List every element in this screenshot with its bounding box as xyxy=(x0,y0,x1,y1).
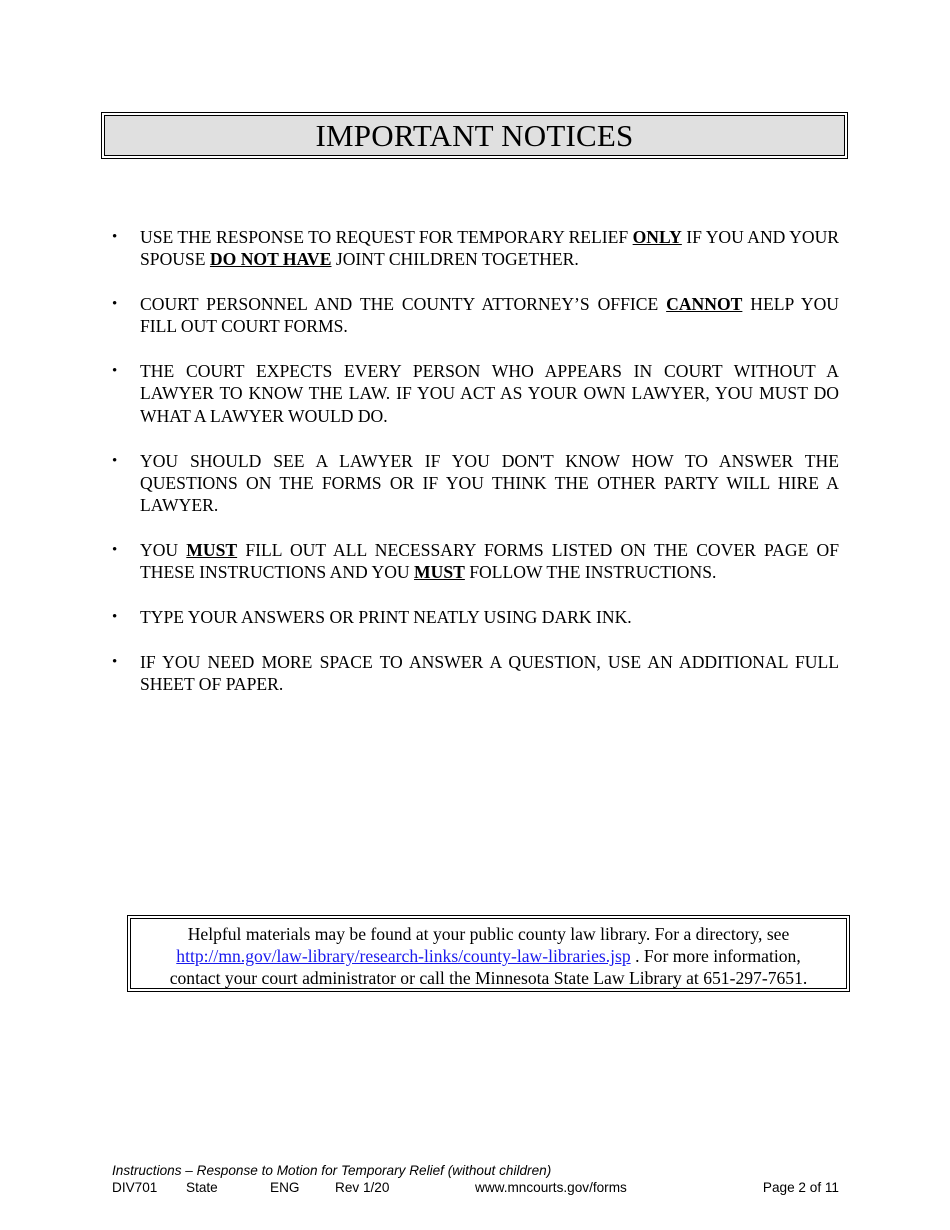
notice-see-a-lawyer: • YOU SHOULD SEE A LAWYER IF YOU DON'T KNOW HOW TO ANSWER THE QUESTIONS ON THE FORMS OR IF YOU THINK THE OTHER PARTY WILL HIRE A LAWYER. xyxy=(112,450,839,516)
help-box xyxy=(127,915,850,992)
emphasis-only: ONLY xyxy=(632,227,682,247)
notice-only-no-joint-children: • USE THE RESPONSE TO REQUEST FOR TEMPORARY RELIEF ONLY IF YOU AND YOUR SPOUSE DO NOT HAVE JOINT CHILDREN TOGETHER. xyxy=(112,227,840,270)
bullet-icon: • xyxy=(112,452,118,469)
notice-know-the-law: • THE COURT EXPECTS EVERY PERSON WHO APPEARS IN COURT WITHOUT A LAWYER TO KNOW THE LAW. IF YOU ACT AS YOUR OWN LAWYER, YOU MUST DO WHAT A LAWYER WOULD DO. xyxy=(112,361,839,426)
form-language: ENG xyxy=(270,1180,300,1195)
notice-dark-ink: • TYPE YOUR ANSWERS OR PRINT NEATLY USING DARK INK. xyxy=(112,607,632,628)
notice-must-fill-forms: • YOU MUST FILL OUT ALL NECESSARY FORMS LISTED ON THE COVER PAGE OF THESE INSTRUCTIONS AND YOU MUST FOLLOW THE INSTRUCTIONS. xyxy=(112,539,839,583)
form-revision: Rev 1/20 xyxy=(335,1180,390,1195)
bullet-icon: • xyxy=(112,296,118,313)
law-library-link[interactable]: http://mn.gov/law-library/research-links/county-law-libraries.jsp xyxy=(176,946,631,966)
help-line-2-tail: . For more information, xyxy=(630,946,801,966)
form-state: State xyxy=(186,1180,218,1195)
bullet-icon: • xyxy=(112,653,118,670)
emphasis-must: MUST xyxy=(414,562,465,583)
emphasis-cannot: CANNOT xyxy=(666,294,743,315)
page-title: IMPORTANT NOTICES xyxy=(104,115,845,156)
page-number: Page 2 of 11 xyxy=(762,1180,839,1195)
title-box xyxy=(101,112,848,159)
bullet-icon: • xyxy=(112,363,118,380)
footer-title: Instructions – Response to Motion for Temporary Relief (without children) xyxy=(112,1163,552,1178)
form-id: DIV701 xyxy=(112,1180,158,1195)
help-text xyxy=(130,918,847,989)
forms-url: www.mncourts.gov/forms xyxy=(475,1180,627,1195)
footer-row xyxy=(112,1179,839,1196)
bullet-icon: • xyxy=(112,609,118,626)
help-line-3: contact your court administrator or call the Minnesota State Law Library at 651-297-7651. xyxy=(169,968,808,988)
notice-more-space: • IF YOU NEED MORE SPACE TO ANSWER A QUESTION, USE AN ADDITIONAL FULL SHEET OF PAPER. xyxy=(112,651,839,695)
notice-court-personnel: • COURT PERSONNEL AND THE COUNTY ATTORNEY’S OFFICE CANNOT HELP YOU FILL OUT COURT FORMS. xyxy=(112,294,839,337)
notices-list xyxy=(112,226,839,718)
emphasis-must: MUST xyxy=(186,539,238,560)
help-line-1: Helpful materials may be found at your public county law library. For a directory, see xyxy=(187,924,790,944)
footer xyxy=(112,1162,839,1196)
bullet-icon: • xyxy=(112,541,118,558)
emphasis-do-not-have: DO NOT HAVE xyxy=(209,249,332,270)
bullet-icon: • xyxy=(112,229,118,245)
